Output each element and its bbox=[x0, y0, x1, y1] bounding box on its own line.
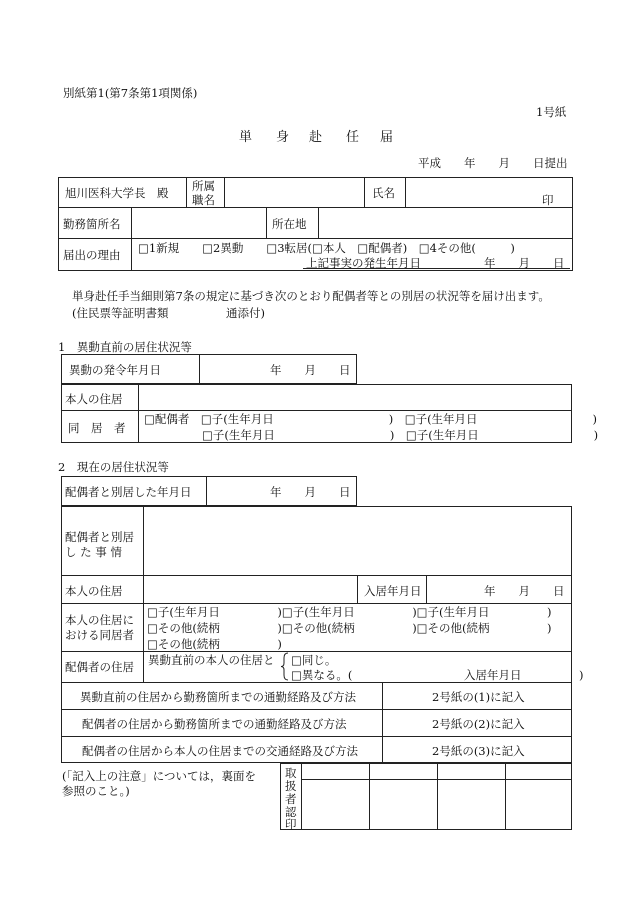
section1-heading: 1 異動直前の居住状況等 bbox=[58, 340, 192, 354]
prev-address-field[interactable] bbox=[140, 386, 570, 408]
spouse-address-prefix: 異動直前の本人の住居と bbox=[148, 653, 275, 667]
instructions-note: (「記入上の注意」については，裏面を bbox=[62, 769, 257, 783]
title-char: 届 bbox=[380, 130, 394, 145]
commute-route-label: 異動直前の住居から勤務箇所までの通勤経路及び方法 bbox=[80, 690, 356, 704]
separation-date-label: 配偶者と別居した年月日 bbox=[65, 485, 192, 499]
form-reference: 別紙第1(第7条第1項関係) bbox=[63, 86, 198, 100]
commute-route-ref: 2号紙の(3)に記入 bbox=[432, 744, 525, 758]
commute-route-ref: 2号紙の(2)に記入 bbox=[432, 717, 525, 731]
commute-route-ref: 2号紙の(1)に記入 bbox=[432, 690, 525, 704]
separation-date[interactable]: 年 月 日 bbox=[270, 485, 351, 499]
reason-label: 届出の理由 bbox=[63, 248, 121, 262]
location-field[interactable] bbox=[320, 209, 570, 236]
position-label: 職名 bbox=[192, 193, 215, 207]
office-field[interactable] bbox=[133, 209, 264, 236]
prev-cohabitant-label: 同 居 者 bbox=[68, 421, 126, 435]
commute-route-label: 配偶者の住居から勤務箇所までの通勤経路及び方法 bbox=[82, 717, 347, 731]
name-field[interactable] bbox=[407, 179, 537, 205]
commute-route-label: 配偶者の住居から本人の住居までの交通経路及び方法 bbox=[82, 744, 358, 758]
current-cohabitant-row[interactable]: □その他(続柄 ) bbox=[147, 637, 282, 651]
occurrence-date[interactable]: 年 月 日 bbox=[484, 256, 565, 270]
attachment-note: (住民票等証明書類 通添付) bbox=[72, 306, 265, 320]
title-char: 任 bbox=[346, 130, 360, 145]
handler-label: 取 bbox=[285, 766, 297, 780]
handler-label: 印 bbox=[285, 817, 297, 831]
order-date[interactable]: 年 月 日 bbox=[270, 363, 351, 377]
current-address-field[interactable] bbox=[145, 577, 355, 601]
seal-mark: 印 bbox=[542, 193, 554, 207]
intro-statement: 単身赴任手当細則第7条の規定に基づき次のとおり配偶者等との別居の状況等を届け出ます。 bbox=[72, 289, 550, 303]
addressee: 旭川医科大学長 殿 bbox=[65, 186, 169, 200]
current-cohabitant-label: 本人の住居に bbox=[65, 613, 134, 627]
prev-address-label: 本人の住居 bbox=[65, 392, 123, 406]
instructions-note: 参照のこと。) bbox=[62, 784, 130, 798]
spouse-move-in-date[interactable]: 入居年月日 ) bbox=[464, 668, 584, 682]
title-char: 単 bbox=[239, 130, 253, 145]
current-cohabitant-row[interactable]: □その他(続柄 )□その他(続柄 )□その他(続柄 ) bbox=[147, 621, 552, 635]
separation-reason-field[interactable] bbox=[145, 508, 570, 573]
reason-options[interactable]: □1新規 □2異動 □3転居(□本人 □配偶者) □4その他( ) bbox=[138, 241, 515, 255]
title-char: 赴 bbox=[309, 130, 323, 145]
handler-label: 認 bbox=[285, 805, 297, 819]
location-label: 所在地 bbox=[272, 217, 307, 231]
handler-label: 扱 bbox=[285, 779, 297, 793]
department-field[interactable] bbox=[226, 179, 362, 205]
current-cohabitant-row[interactable]: □子(生年月日 )□子(生年月日 )□子(生年月日 ) bbox=[147, 605, 552, 619]
dept-label: 所属 bbox=[192, 179, 215, 193]
separation-reason-label: し た 事 情 bbox=[65, 545, 122, 559]
different-checkbox[interactable]: □異なる。( bbox=[291, 668, 353, 682]
order-date-label: 異動の発令年月日 bbox=[69, 363, 161, 377]
same-checkbox[interactable]: □同じ。 bbox=[291, 653, 337, 667]
handler-label: 者 bbox=[285, 792, 297, 806]
spouse-address-label: 配偶者の住居 bbox=[65, 660, 134, 674]
office-label: 勤務箇所名 bbox=[63, 217, 121, 231]
title-char: 身 bbox=[276, 130, 290, 145]
move-in-date[interactable]: 年 月 日 bbox=[484, 584, 565, 598]
prev-cohabitant-row[interactable]: □配偶者 □子(生年月日 ) □子(生年月日 ) bbox=[144, 412, 598, 426]
section2-heading: 2 現在の居住状況等 bbox=[58, 460, 169, 474]
current-address-label: 本人の住居 bbox=[65, 584, 123, 598]
occurrence-date-label: 上記事実の発生年月日 bbox=[306, 256, 421, 270]
separation-reason-label: 配偶者と別居 bbox=[65, 530, 134, 544]
name-label: 氏名 bbox=[372, 186, 395, 200]
brace-icon bbox=[281, 652, 289, 681]
submission-date: 平成 年 月 日提出 bbox=[418, 156, 568, 170]
current-cohabitant-label: おける同居者 bbox=[65, 628, 134, 642]
move-in-date-label: 入居年月日 bbox=[364, 584, 422, 598]
form-number: 1号紙 bbox=[536, 105, 567, 119]
prev-cohabitant-row[interactable]: □子(生年月日 ) □子(生年月日 ) bbox=[202, 428, 599, 442]
